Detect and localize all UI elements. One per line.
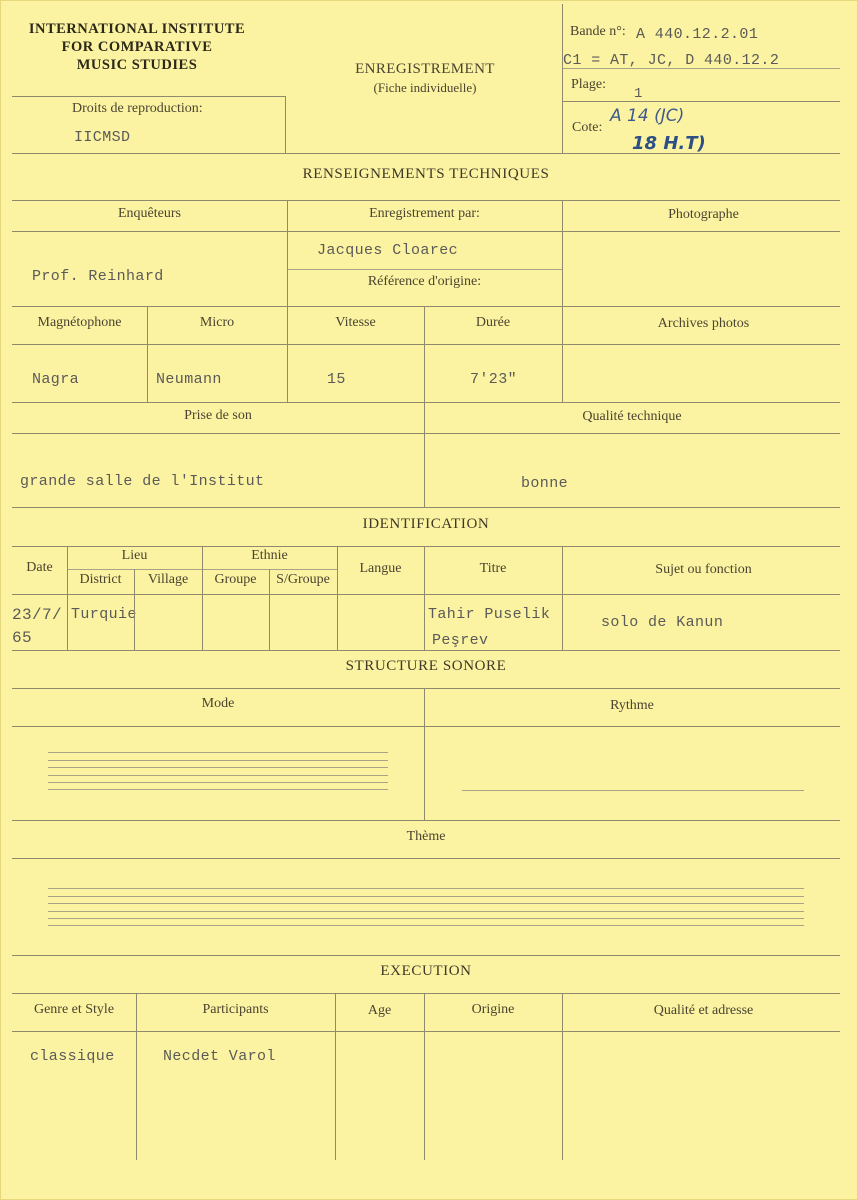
date-label: Date xyxy=(26,560,53,575)
institute-line-2: FOR COMPARATIVE xyxy=(61,39,213,55)
magnetophone-value: Nagra xyxy=(32,371,80,388)
archives-label: Archives photos xyxy=(657,316,750,331)
institute-line-1: INTERNATIONAL INSTITUTE xyxy=(28,21,246,37)
sgroupe-label: S/Groupe xyxy=(276,572,330,587)
district-value: Turquie xyxy=(71,606,137,623)
origine-label: Origine xyxy=(471,1002,515,1017)
section-structure: STRUCTURE SONORE xyxy=(345,658,507,674)
photographe-label: Photographe xyxy=(668,207,739,222)
cote-label: Cote: xyxy=(572,120,603,135)
plage-label: Plage: xyxy=(571,77,606,92)
district-label: District xyxy=(79,572,122,587)
section-execution: EXECUTION xyxy=(380,963,472,979)
village-label: Village xyxy=(147,572,189,587)
vitesse-value: 15 xyxy=(327,371,346,388)
mode-label: Mode xyxy=(201,696,235,711)
sujet-label: Sujet ou fonction xyxy=(655,562,752,577)
titre-label: Titre xyxy=(479,561,507,576)
form-title: ENREGISTREMENT xyxy=(355,61,495,77)
date-value-2: 65 xyxy=(12,629,33,647)
droits-label: Droits de reproduction: xyxy=(72,101,203,116)
institute-name xyxy=(6,20,268,74)
genre-label: Genre et Style xyxy=(33,1002,115,1017)
prise-value: grande salle de l'Institut xyxy=(20,473,265,490)
rythme-label: Rythme xyxy=(610,698,654,713)
prise-label: Prise de son xyxy=(184,408,252,423)
form-subtitle: (Fiche individuelle) xyxy=(373,80,477,95)
enregistrement-label: Enregistrement par: xyxy=(369,206,480,221)
section-identification: IDENTIFICATION xyxy=(362,516,490,532)
institute-line-3: MUSIC STUDIES xyxy=(76,57,198,73)
theme-label: Thème xyxy=(406,829,446,844)
genre-value: classique xyxy=(30,1048,115,1065)
sujet-value: solo de Kanun xyxy=(601,614,724,631)
section-technique: RENSEIGNEMENTS TECHNIQUES xyxy=(302,166,550,182)
enqueteurs-value: Prof. Reinhard xyxy=(32,268,164,285)
date-value-1: 23/7/ xyxy=(12,606,63,624)
qualite-adresse-label: Qualité et adresse xyxy=(653,1003,754,1018)
plage-value: 1 xyxy=(634,86,643,102)
qualite-technique-label: Qualité technique xyxy=(582,409,682,424)
duree-value: 7'23" xyxy=(470,371,518,388)
cote-handwritten-1: A 14 (JC) xyxy=(610,106,685,126)
age-label: Age xyxy=(367,1003,392,1018)
micro-label: Micro xyxy=(199,315,235,330)
vitesse-label: Vitesse xyxy=(335,315,376,330)
bande-value: A 440.12.2.01 xyxy=(636,26,759,43)
enregistrement-value: Jacques Cloarec xyxy=(317,242,459,259)
bande-label: Bande n°: xyxy=(570,24,626,39)
lieu-label: Lieu xyxy=(121,548,148,563)
qualite-technique-value: bonne xyxy=(521,475,569,492)
enqueteurs-label: Enquêteurs xyxy=(118,206,181,221)
c1-value: C1 = AT, JC, D 440.12.2 xyxy=(563,52,780,69)
titre-value-1: Tahir Puselik xyxy=(428,606,551,623)
duree-label: Durée xyxy=(475,315,511,330)
participants-label: Participants xyxy=(202,1002,269,1017)
reference-label: Référence d'origine: xyxy=(367,274,482,289)
participants-value: Necdet Varol xyxy=(163,1048,276,1065)
magnetophone-label: Magnétophone xyxy=(37,315,122,330)
cote-handwritten-2: 18 H.T) xyxy=(632,133,706,154)
micro-value: Neumann xyxy=(156,371,222,388)
droits-value: IICMSD xyxy=(74,129,131,146)
groupe-label: Groupe xyxy=(214,572,257,587)
titre-value-2: Peşrev xyxy=(432,632,489,649)
langue-label: Langue xyxy=(359,561,402,576)
ethnie-label: Ethnie xyxy=(251,548,288,563)
